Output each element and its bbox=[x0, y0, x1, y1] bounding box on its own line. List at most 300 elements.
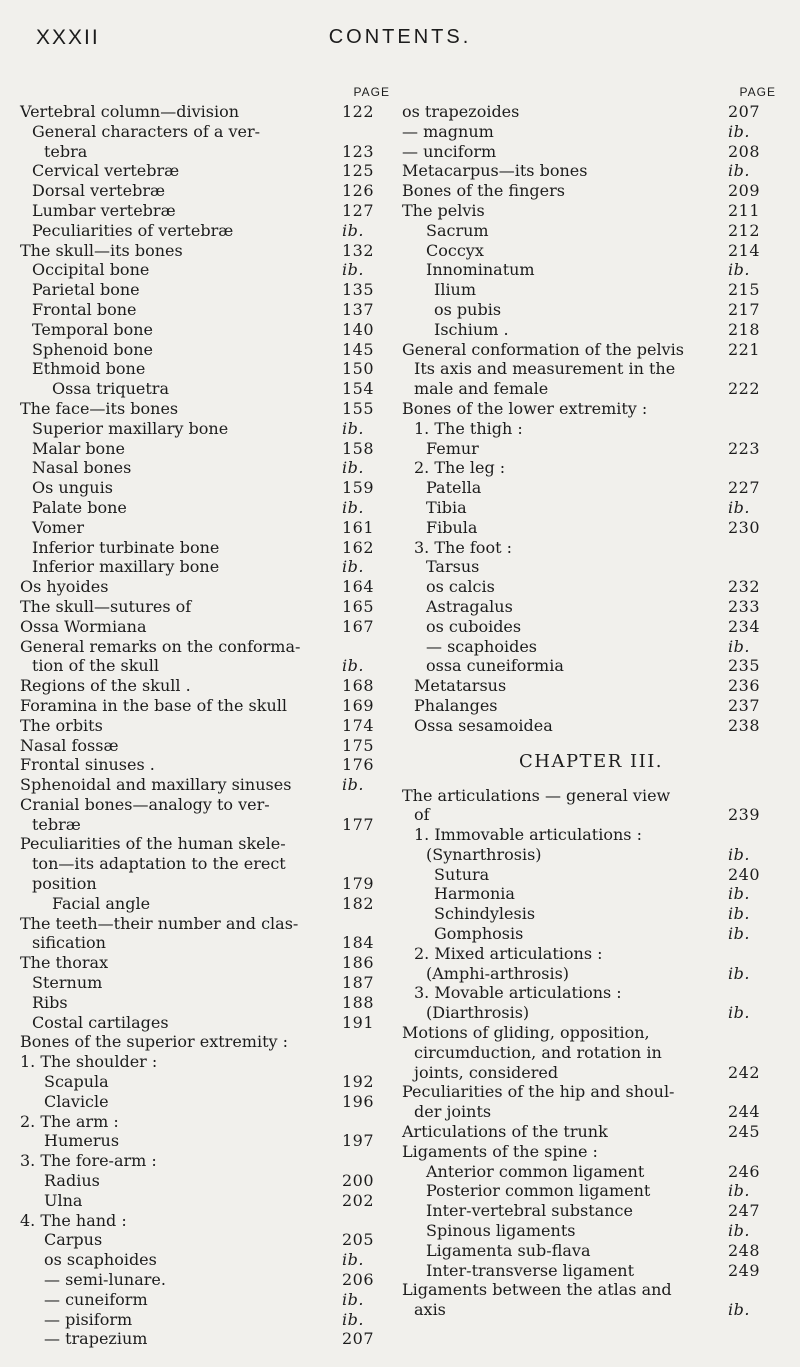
toc-entry bbox=[402, 716, 780, 736]
toc-entry-page: ib. bbox=[728, 963, 750, 983]
toc-entry-page: 244 bbox=[728, 1102, 761, 1122]
toc-entry-title: Superior maxillary bone bbox=[32, 418, 229, 438]
toc-entry-page: ib. bbox=[728, 260, 750, 280]
toc-entry-title: The articulations — general view bbox=[402, 785, 671, 805]
toc-entry-page: 164 bbox=[342, 577, 375, 597]
toc-entry bbox=[20, 637, 394, 657]
toc-entry-title: Radius bbox=[44, 1171, 100, 1191]
toc-entry-page: 200 bbox=[342, 1171, 375, 1191]
toc-entry-page: 246 bbox=[728, 1161, 761, 1181]
toc-entry-title: Palate bone bbox=[32, 497, 127, 517]
toc-entry bbox=[20, 320, 394, 340]
toc-entry bbox=[402, 696, 780, 716]
toc-entry-page: ib. bbox=[342, 260, 364, 280]
toc-entry-page: 202 bbox=[342, 1190, 375, 1210]
toc-entry bbox=[20, 518, 394, 538]
toc-entry-title: tebræ bbox=[32, 814, 81, 834]
toc-entry bbox=[402, 201, 780, 221]
page-column-label: PAGE bbox=[739, 85, 776, 99]
toc-entry-title: — pisiform bbox=[44, 1309, 133, 1329]
toc-entry-title: der joints bbox=[414, 1102, 492, 1122]
toc-entry-title: General remarks on the conforma- bbox=[20, 636, 301, 656]
toc-entry bbox=[402, 1241, 780, 1261]
toc-entry bbox=[20, 478, 394, 498]
toc-entry-title: os trapezoides bbox=[402, 102, 520, 121]
toc-entry-title: Facial angle bbox=[52, 893, 151, 913]
toc-entry-title: Temporal bone bbox=[32, 319, 153, 339]
toc-entry bbox=[20, 557, 394, 577]
toc-entry-title: Vomer bbox=[32, 517, 85, 537]
toc-entry bbox=[402, 1162, 780, 1182]
toc-entry bbox=[20, 1270, 394, 1290]
toc-entry-page: 247 bbox=[728, 1201, 761, 1221]
toc-entry bbox=[20, 1290, 394, 1310]
page-column-label: PAGE bbox=[353, 85, 390, 99]
toc-entry-title: Sphenoid bone bbox=[32, 339, 154, 359]
toc-entry-title: Humerus bbox=[44, 1131, 120, 1151]
toc-entry-page: 242 bbox=[728, 1062, 761, 1082]
toc-entry-page: ib. bbox=[342, 775, 364, 795]
toc-entry bbox=[402, 221, 780, 241]
toc-entry bbox=[402, 1023, 780, 1043]
toc-entry bbox=[20, 894, 394, 914]
toc-entry-page: 125 bbox=[342, 161, 375, 181]
toc-entry-title: Sphenoidal and maxillary sinuses bbox=[20, 775, 292, 795]
toc-entry-title: Inter-vertebral substance bbox=[426, 1201, 633, 1221]
toc-entry-page: ib. bbox=[728, 497, 750, 517]
toc-entry-page: ib. bbox=[728, 636, 750, 656]
toc-entry bbox=[20, 716, 394, 736]
toc-entry-page: 232 bbox=[728, 577, 761, 597]
toc-entry-title: The skull—its bones bbox=[20, 240, 183, 260]
toc-entry bbox=[20, 1112, 394, 1132]
toc-entry-page: ib. bbox=[728, 1221, 750, 1241]
toc-entry-title: Ossa Wormiana bbox=[20, 616, 147, 636]
toc-entry-page: 206 bbox=[342, 1270, 375, 1290]
toc-entry bbox=[20, 973, 394, 993]
toc-entry-page: 126 bbox=[342, 181, 375, 201]
toc-entry-title: The teeth—their number and clas- bbox=[20, 913, 299, 933]
toc-entry-page: 158 bbox=[342, 438, 375, 458]
toc-entry-page: 150 bbox=[342, 359, 375, 379]
toc-entry bbox=[20, 676, 394, 696]
toc-entry-page: 223 bbox=[728, 438, 761, 458]
toc-entry-page: 249 bbox=[728, 1260, 761, 1280]
toc-entry bbox=[402, 597, 780, 617]
toc-entry-page: ib. bbox=[342, 418, 364, 438]
toc-entry-title: circumduction, and rotation in bbox=[414, 1042, 662, 1062]
toc-entry-page: ib. bbox=[728, 884, 750, 904]
toc-entry-page: 234 bbox=[728, 616, 761, 636]
toc-entry bbox=[402, 142, 780, 162]
toc-entry-page: 192 bbox=[342, 1072, 375, 1092]
toc-entry-title: Frontal bone bbox=[32, 299, 137, 319]
toc-entry bbox=[20, 953, 394, 973]
toc-entry-page: 176 bbox=[342, 755, 375, 775]
toc-entry bbox=[402, 1082, 780, 1102]
toc-entry-page: 145 bbox=[342, 339, 375, 359]
toc-entry-title: Scapula bbox=[44, 1072, 109, 1092]
toc-entry bbox=[20, 775, 394, 795]
toc-entry-title: Astragalus bbox=[426, 596, 513, 616]
toc-entry bbox=[402, 340, 780, 360]
toc-entry-page: 236 bbox=[728, 676, 761, 696]
toc-entry bbox=[20, 419, 394, 439]
toc-entry bbox=[402, 359, 780, 379]
toc-entry-title: Os hyoides bbox=[20, 577, 109, 597]
toc-entry-title: The thorax bbox=[20, 953, 109, 973]
toc-entry-title: Anterior common ligament bbox=[426, 1161, 645, 1181]
toc-entry-title: Peculiarities of the hip and shoul- bbox=[402, 1082, 675, 1102]
toc-entry-page: 169 bbox=[342, 695, 375, 715]
toc-entry-page: 237 bbox=[728, 695, 761, 715]
toc-entry-title: Schindylesis bbox=[434, 904, 536, 924]
toc-entry bbox=[20, 201, 394, 221]
toc-entry-title: Bones of the superior extremity : bbox=[20, 1032, 289, 1052]
toc-entry-title: Coccyx bbox=[426, 240, 484, 260]
toc-entry bbox=[20, 102, 394, 122]
toc-entry bbox=[402, 983, 780, 1003]
toc-entry-title: Parietal bone bbox=[32, 280, 140, 300]
toc-entry-title: 2. Mixed articulations : bbox=[414, 943, 603, 963]
toc-entry bbox=[20, 439, 394, 459]
toc-entry-page: 221 bbox=[728, 339, 761, 359]
toc-entry-title: — scaphoides bbox=[426, 636, 538, 656]
toc-entry-page: 211 bbox=[728, 200, 761, 220]
toc-entry-page: 207 bbox=[342, 1329, 375, 1349]
toc-entry-title: Ligaments between the atlas and bbox=[402, 1280, 672, 1300]
toc-entry-title: — trapezium bbox=[44, 1329, 148, 1349]
toc-entry-title: Ossa triquetra bbox=[52, 379, 169, 399]
toc-entry bbox=[20, 399, 394, 419]
toc-entry-title: Ethmoid bone bbox=[32, 359, 146, 379]
toc-entry bbox=[402, 498, 780, 518]
toc-entry bbox=[20, 577, 394, 597]
toc-entry bbox=[402, 1043, 780, 1063]
toc-entry-title: male and female bbox=[414, 379, 549, 399]
toc-entry-title: 3. The fore-arm : bbox=[20, 1151, 157, 1171]
toc-entry-page: ib. bbox=[342, 1250, 364, 1270]
toc-entry bbox=[20, 1052, 394, 1072]
toc-entry bbox=[402, 676, 780, 696]
toc-list-left bbox=[20, 102, 394, 1349]
toc-entry-title: Lumbar vertebræ bbox=[32, 200, 176, 220]
toc-entry-page: 235 bbox=[728, 656, 761, 676]
toc-entry-title: Vertebral column—division bbox=[20, 102, 240, 121]
toc-entry-title: 2. The arm : bbox=[20, 1111, 119, 1131]
toc-entry bbox=[20, 1072, 394, 1092]
toc-entry bbox=[402, 924, 780, 944]
toc-entry-page: 184 bbox=[342, 933, 375, 953]
toc-entry bbox=[402, 617, 780, 637]
toc-entry-title: The pelvis bbox=[402, 200, 485, 220]
toc-entry-page: 218 bbox=[728, 319, 761, 339]
toc-entry-page: ib. bbox=[728, 904, 750, 924]
toc-entry-title: Its axis and measurement in the bbox=[414, 359, 676, 379]
toc-entry-page: 162 bbox=[342, 537, 375, 557]
toc-entry bbox=[20, 1230, 394, 1250]
toc-entry-page: 140 bbox=[342, 319, 375, 339]
toc-entry bbox=[402, 1122, 780, 1142]
toc-entry-title: Nasal fossæ bbox=[20, 735, 119, 755]
toc-entry-page: 230 bbox=[728, 517, 761, 537]
toc-entry-page: 188 bbox=[342, 992, 375, 1012]
toc-entry-title: 1. The shoulder : bbox=[20, 1052, 158, 1072]
toc-entry bbox=[402, 1300, 780, 1320]
toc-entry-page: 248 bbox=[728, 1240, 761, 1260]
toc-entry-title: 1. The thigh : bbox=[414, 418, 523, 438]
toc-entry bbox=[20, 755, 394, 775]
toc-entry-title: 4. The hand : bbox=[20, 1210, 127, 1230]
toc-entry bbox=[20, 834, 394, 854]
toc-entry-title: Nasal bones bbox=[32, 458, 132, 478]
toc-entry bbox=[20, 1092, 394, 1112]
toc-entry bbox=[402, 964, 780, 984]
toc-entry-page: 209 bbox=[728, 181, 761, 201]
toc-entry bbox=[402, 538, 780, 558]
toc-entry-title: Os unguis bbox=[32, 478, 113, 498]
toc-entry bbox=[20, 1171, 394, 1191]
toc-entry bbox=[20, 696, 394, 716]
toc-entry-title: Posterior common ligament bbox=[426, 1181, 651, 1201]
toc-entry-page: 182 bbox=[342, 893, 375, 913]
toc-entry-page: 159 bbox=[342, 478, 375, 498]
toc-entry bbox=[402, 102, 780, 122]
page-title: CONTENTS. bbox=[328, 26, 472, 48]
toc-entry bbox=[20, 1131, 394, 1151]
toc-entry bbox=[402, 478, 780, 498]
toc-entry-title: Motions of gliding, opposition, bbox=[402, 1023, 650, 1043]
toc-entry bbox=[20, 379, 394, 399]
toc-entry-title: axis bbox=[414, 1300, 446, 1320]
toc-entry-title: Sutura bbox=[434, 864, 490, 884]
toc-entry-title: Inter-transverse ligament bbox=[426, 1260, 635, 1280]
toc-entry-title: tebra bbox=[44, 141, 88, 161]
toc-entry bbox=[402, 439, 780, 459]
toc-entry bbox=[20, 142, 394, 162]
toc-entry-page: ib. bbox=[728, 121, 750, 141]
toc-entry bbox=[402, 865, 780, 885]
toc-list-right-top bbox=[402, 102, 780, 736]
toc-entry bbox=[402, 1181, 780, 1201]
toc-entry bbox=[20, 1250, 394, 1270]
toc-entry-title: Ligamenta sub-flava bbox=[426, 1240, 591, 1260]
toc-entry-page: 217 bbox=[728, 299, 761, 319]
toc-entry-title: Metatarsus bbox=[414, 676, 507, 696]
toc-entry bbox=[402, 904, 780, 924]
toc-entry-title: Bones of the fingers bbox=[402, 181, 565, 201]
toc-entry-title: Foramina in the base of the skull bbox=[20, 695, 287, 715]
toc-entry bbox=[20, 122, 394, 142]
toc-entry-title: Clavicle bbox=[44, 1091, 109, 1111]
toc-entry-title: Bones of the lower extremity : bbox=[402, 398, 648, 418]
toc-entry bbox=[20, 181, 394, 201]
toc-entry-title: os calcis bbox=[426, 577, 495, 597]
toc-entry-title: Costal cartilages bbox=[32, 1012, 169, 1032]
toc-entry-page: ib. bbox=[342, 220, 364, 240]
toc-entry bbox=[402, 161, 780, 181]
toc-entry-page: 132 bbox=[342, 240, 375, 260]
toc-entry-page: 186 bbox=[342, 953, 375, 973]
toc-entry-title: Tibia bbox=[426, 497, 467, 517]
toc-entry-page: ib. bbox=[342, 656, 364, 676]
toc-entry-title: 3. The foot : bbox=[414, 537, 512, 557]
toc-entry bbox=[402, 419, 780, 439]
toc-entry bbox=[20, 815, 394, 835]
toc-entry-title: Tarsus bbox=[426, 557, 480, 577]
toc-entry bbox=[402, 122, 780, 142]
toc-entry-title: Carpus bbox=[44, 1230, 103, 1250]
toc-entry-title: (Diarthrosis) bbox=[426, 1003, 530, 1023]
toc-entry-title: General characters of a ver- bbox=[32, 121, 261, 141]
toc-entry-title: position bbox=[32, 874, 97, 894]
toc-entry bbox=[20, 1211, 394, 1231]
toc-entry bbox=[402, 379, 780, 399]
toc-entry-title: Ligaments of the spine : bbox=[402, 1141, 598, 1161]
toc-entry bbox=[20, 1032, 394, 1052]
toc-entry-page: 177 bbox=[342, 814, 375, 834]
toc-entry-page: ib. bbox=[728, 1181, 750, 1201]
toc-entry-page: 208 bbox=[728, 141, 761, 161]
toc-entry-title: The skull—sutures of bbox=[20, 596, 192, 616]
toc-entry-title: Peculiarities of the human skele- bbox=[20, 834, 286, 854]
toc-entry-page: 214 bbox=[728, 240, 761, 260]
toc-entry-page: 137 bbox=[342, 299, 375, 319]
toc-entry-title: General conformation of the pelvis bbox=[402, 339, 684, 359]
toc-entry bbox=[402, 399, 780, 419]
toc-entry bbox=[20, 221, 394, 241]
toc-entry bbox=[402, 1221, 780, 1241]
page-number: XXXII bbox=[36, 26, 100, 49]
toc-entry-title: Innominatum bbox=[426, 260, 535, 280]
toc-entry-page: 196 bbox=[342, 1091, 375, 1111]
toc-entry-page: ib. bbox=[342, 1289, 364, 1309]
toc-entry-page: 155 bbox=[342, 398, 375, 418]
toc-entry bbox=[402, 825, 780, 845]
toc-entry-title: Cervical vertebræ bbox=[32, 161, 180, 181]
toc-entry bbox=[20, 498, 394, 518]
toc-entry-title: ossa cuneiformia bbox=[426, 656, 564, 676]
toc-entry bbox=[20, 1013, 394, 1033]
toc-entry-title: Metacarpus—its bones bbox=[402, 161, 588, 181]
toc-entry-page: ib. bbox=[728, 924, 750, 944]
toc-entry-title: Cranial bones—analogy to ver- bbox=[20, 794, 270, 814]
toc-entry-page: 175 bbox=[342, 735, 375, 755]
toc-entry-page: 207 bbox=[728, 102, 761, 121]
toc-entry-page: 123 bbox=[342, 141, 375, 161]
toc-entry bbox=[402, 845, 780, 865]
toc-entry-page: 154 bbox=[342, 379, 375, 399]
toc-entry-title: 2. The leg : bbox=[414, 458, 506, 478]
toc-entry bbox=[20, 340, 394, 360]
toc-entry-title: (Synarthrosis) bbox=[426, 844, 542, 864]
toc-entry-page: ib. bbox=[342, 557, 364, 577]
toc-entry-page: 179 bbox=[342, 874, 375, 894]
toc-entry bbox=[20, 854, 394, 874]
toc-entry bbox=[402, 518, 780, 538]
toc-entry-page: 239 bbox=[728, 805, 761, 825]
toc-entry-title: 1. Immovable articulations : bbox=[414, 825, 642, 845]
toc-entry bbox=[20, 260, 394, 280]
toc-entry-title: (Amphi-arthrosis) bbox=[426, 963, 570, 983]
toc-entry-page: ib. bbox=[342, 497, 364, 517]
toc-entry bbox=[20, 241, 394, 261]
page-header bbox=[0, 26, 800, 66]
toc-entry-title: Sacrum bbox=[426, 220, 489, 240]
toc-entry-title: Ossa sesamoidea bbox=[414, 715, 553, 735]
toc-entry-page: 165 bbox=[342, 596, 375, 616]
toc-entry bbox=[20, 280, 394, 300]
toc-entry-title: Harmonia bbox=[434, 884, 515, 904]
toc-entry-page: 174 bbox=[342, 715, 375, 735]
toc-entry bbox=[402, 786, 780, 806]
toc-entry-page: 167 bbox=[342, 616, 375, 636]
toc-entry-title: The face—its bones bbox=[20, 398, 179, 418]
toc-entry-title: 3. Movable articulations : bbox=[414, 983, 622, 1003]
toc-entry bbox=[20, 1310, 394, 1330]
toc-entry bbox=[402, 1063, 780, 1083]
toc-entry-page: 197 bbox=[342, 1131, 375, 1151]
toc-entry bbox=[20, 1329, 394, 1349]
toc-entry-title: os scaphoides bbox=[44, 1250, 157, 1270]
toc-entry-title: ton—its adaptation to the erect bbox=[32, 854, 286, 874]
toc-entry-page: 191 bbox=[342, 1012, 375, 1032]
toc-entry-title: Fibula bbox=[426, 517, 478, 537]
toc-entry bbox=[402, 1261, 780, 1281]
toc-entry-title: — unciform bbox=[402, 141, 497, 161]
toc-list-right-bottom bbox=[402, 786, 780, 1321]
toc-entry-title: The orbits bbox=[20, 715, 103, 735]
toc-entry-title: Frontal sinuses . bbox=[20, 755, 155, 775]
toc-entry bbox=[20, 795, 394, 815]
toc-entry-page: 122 bbox=[342, 102, 375, 121]
toc-entry-page: ib. bbox=[728, 1300, 750, 1320]
toc-entry bbox=[20, 736, 394, 756]
toc-entry-title: of bbox=[414, 805, 430, 825]
toc-entry bbox=[20, 617, 394, 637]
toc-entry bbox=[20, 656, 394, 676]
toc-entry bbox=[402, 1142, 780, 1162]
toc-entry-page: ib. bbox=[728, 844, 750, 864]
toc-entry-title: Articulations of the trunk bbox=[402, 1122, 608, 1142]
toc-entry-page: 240 bbox=[728, 864, 761, 884]
toc-entry-page: 187 bbox=[342, 973, 375, 993]
toc-entry-page: 233 bbox=[728, 596, 761, 616]
toc-entry bbox=[20, 359, 394, 379]
toc-entry-page: 227 bbox=[728, 478, 761, 498]
toc-entry-title: Ilium bbox=[434, 280, 477, 300]
toc-entry bbox=[402, 1102, 780, 1122]
toc-entry bbox=[20, 1151, 394, 1171]
toc-entry-title: os pubis bbox=[434, 299, 502, 319]
toc-entry bbox=[20, 161, 394, 181]
toc-entry bbox=[402, 320, 780, 340]
toc-entry bbox=[20, 933, 394, 953]
toc-entry bbox=[402, 577, 780, 597]
toc-entry bbox=[402, 300, 780, 320]
toc-entry bbox=[402, 1280, 780, 1300]
toc-entry-title: Gomphosis bbox=[434, 924, 524, 944]
toc-entry-title: Occipital bone bbox=[32, 260, 150, 280]
toc-entry bbox=[20, 538, 394, 558]
toc-entry bbox=[402, 260, 780, 280]
toc-entry bbox=[402, 1003, 780, 1023]
toc-entry-page: 238 bbox=[728, 715, 761, 735]
toc-entry-title: Regions of the skull . bbox=[20, 676, 191, 696]
left-column bbox=[20, 83, 394, 1349]
toc-entry-page: ib. bbox=[728, 1003, 750, 1023]
toc-entry bbox=[402, 280, 780, 300]
